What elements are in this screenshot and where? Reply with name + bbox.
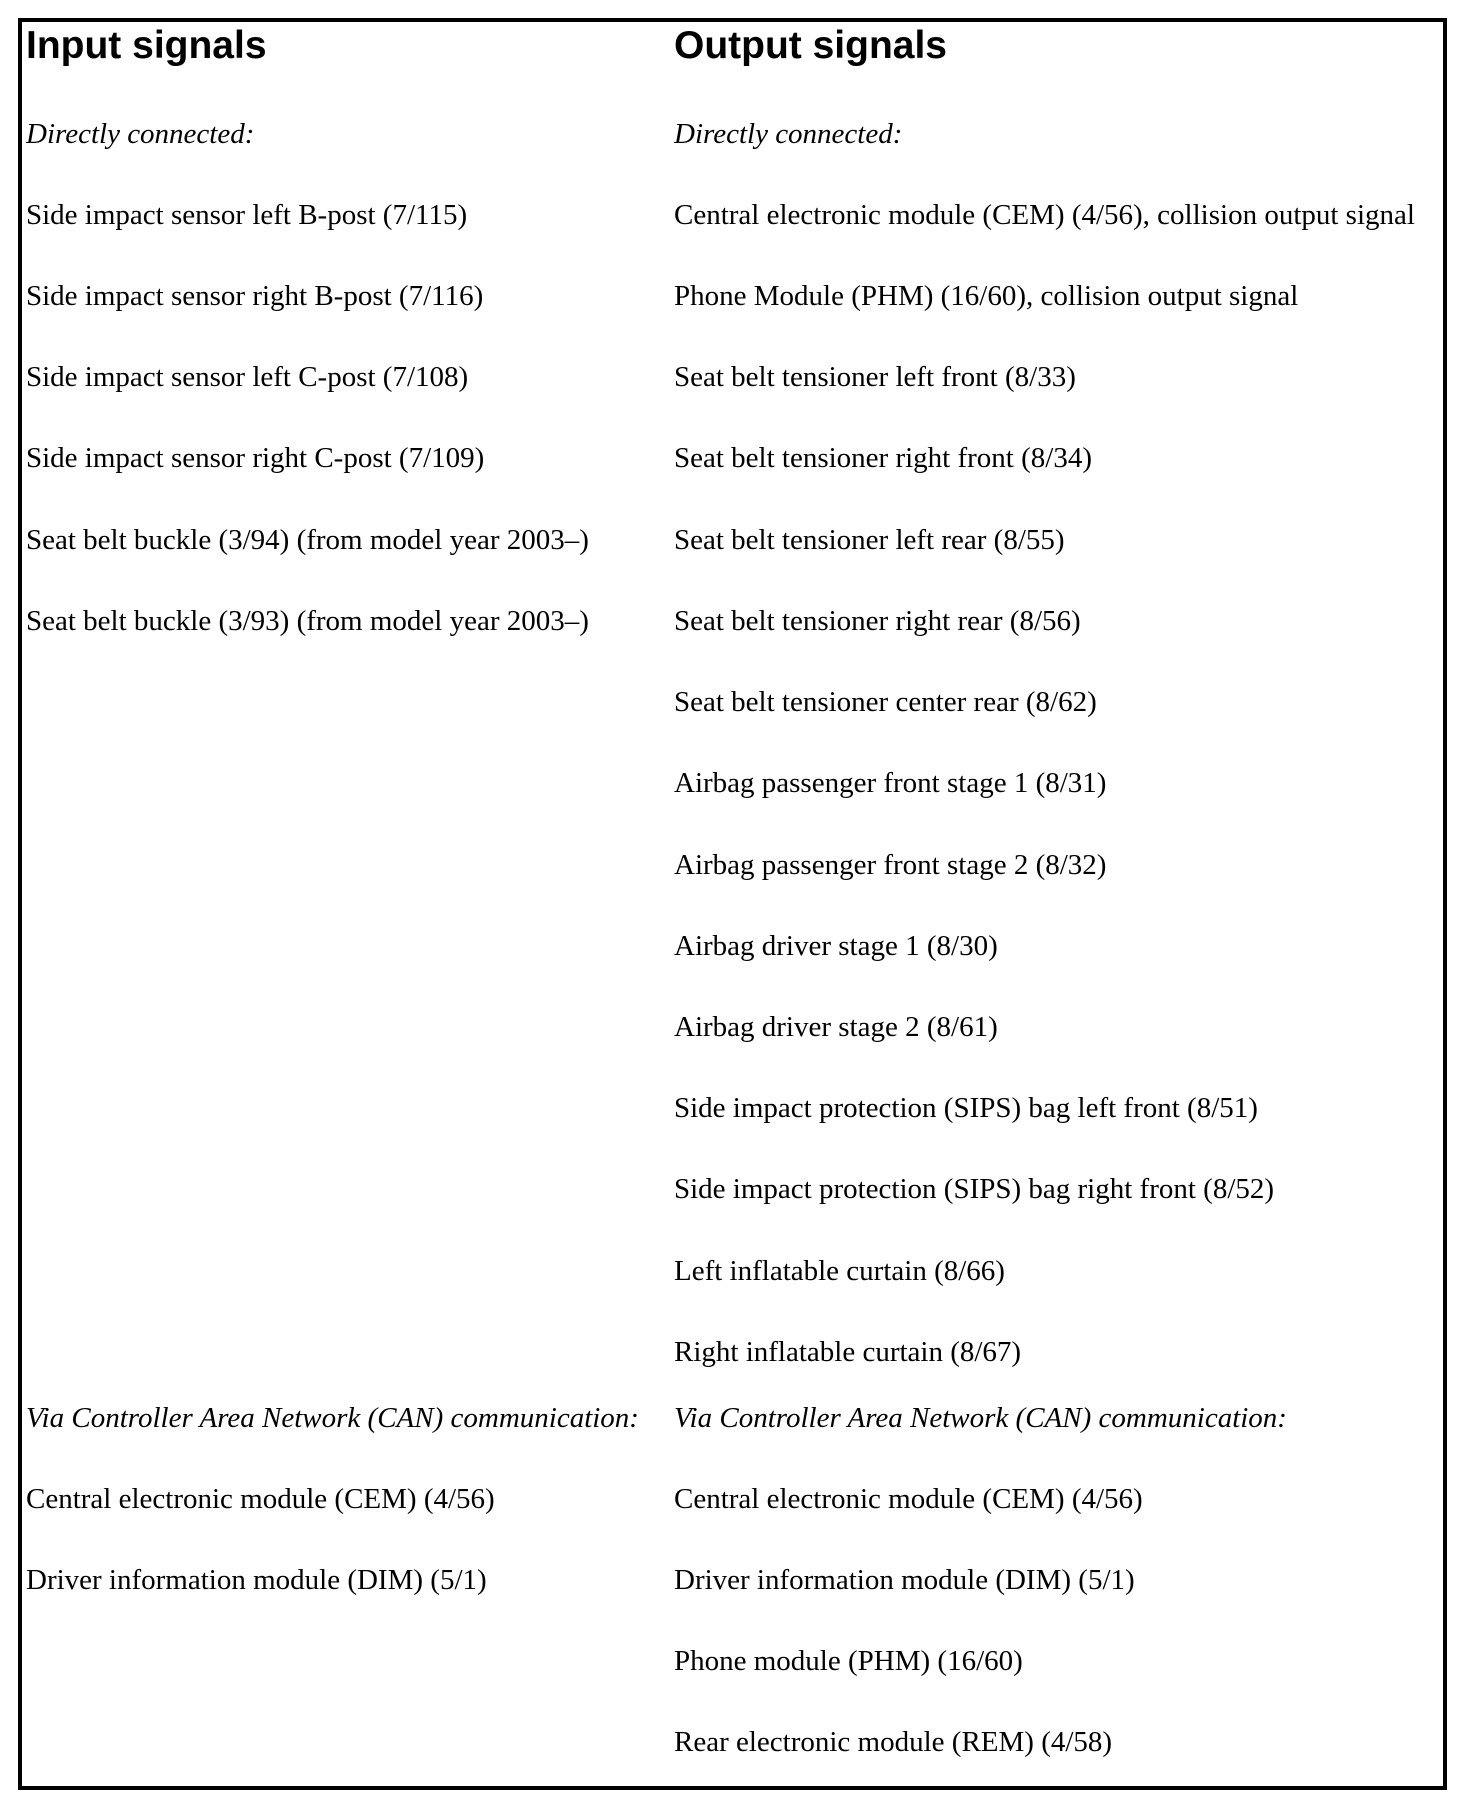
output-direct-item: Airbag passenger front stage 1 (8/31) bbox=[674, 767, 1107, 799]
output-can-item: Central electronic module (CEM) (4/56) bbox=[674, 1483, 1143, 1515]
output-direct-item: Side impact protection (SIPS) bag right front (8/52) bbox=[674, 1173, 1275, 1205]
output-direct-item: Airbag passenger front stage 2 (8/32) bbox=[674, 849, 1107, 881]
input-can-label: Via Controller Area Network (CAN) communication: bbox=[26, 1402, 639, 1434]
input-direct-item: Side impact sensor right C-post (7/109) bbox=[26, 442, 485, 474]
signals-table bbox=[18, 18, 1447, 1790]
output-direct-item: Phone Module (PHM) (16/60), collision output signal bbox=[674, 280, 1299, 312]
input-direct-item: Seat belt buckle (3/94) (from model year 2003–) bbox=[26, 524, 589, 556]
output-signals-heading: Output signals bbox=[674, 24, 947, 67]
output-can-label: Via Controller Area Network (CAN) communication: bbox=[674, 1402, 1287, 1434]
input-direct-item: Seat belt buckle (3/93) (from model year 2003–) bbox=[26, 605, 589, 637]
output-can-item: Driver information module (DIM) (5/1) bbox=[674, 1564, 1135, 1596]
input-directly-connected-label: Directly connected: bbox=[26, 118, 255, 150]
output-direct-item: Seat belt tensioner left front (8/33) bbox=[674, 361, 1076, 393]
output-direct-item: Right inflatable curtain (8/67) bbox=[674, 1336, 1022, 1368]
output-direct-item: Airbag driver stage 2 (8/61) bbox=[674, 1011, 998, 1043]
output-direct-item: Seat belt tensioner center rear (8/62) bbox=[674, 686, 1097, 718]
output-directly-connected-label: Directly connected: bbox=[674, 118, 903, 150]
output-direct-item: Seat belt tensioner left rear (8/55) bbox=[674, 524, 1065, 556]
output-direct-item: Left inflatable curtain (8/66) bbox=[674, 1255, 1005, 1287]
output-can-item: Phone module (PHM) (16/60) bbox=[674, 1645, 1023, 1677]
output-can-item: Rear electronic module (REM) (4/58) bbox=[674, 1726, 1113, 1758]
input-direct-item: Side impact sensor right B-post (7/116) bbox=[26, 280, 484, 312]
input-can-item: Central electronic module (CEM) (4/56) bbox=[26, 1483, 495, 1515]
input-direct-item: Side impact sensor left C-post (7/108) bbox=[26, 361, 469, 393]
input-direct-item: Side impact sensor left B-post (7/115) bbox=[26, 199, 468, 231]
output-direct-item: Seat belt tensioner right front (8/34) bbox=[674, 442, 1092, 474]
input-signals-heading: Input signals bbox=[26, 24, 267, 67]
output-direct-item: Airbag driver stage 1 (8/30) bbox=[674, 930, 998, 962]
output-direct-item: Side impact protection (SIPS) bag left front (8/51) bbox=[674, 1092, 1258, 1124]
output-direct-item: Central electronic module (CEM) (4/56), collision output signal bbox=[674, 199, 1415, 231]
input-can-item: Driver information module (DIM) (5/1) bbox=[26, 1564, 487, 1596]
output-direct-item: Seat belt tensioner right rear (8/56) bbox=[674, 605, 1081, 637]
